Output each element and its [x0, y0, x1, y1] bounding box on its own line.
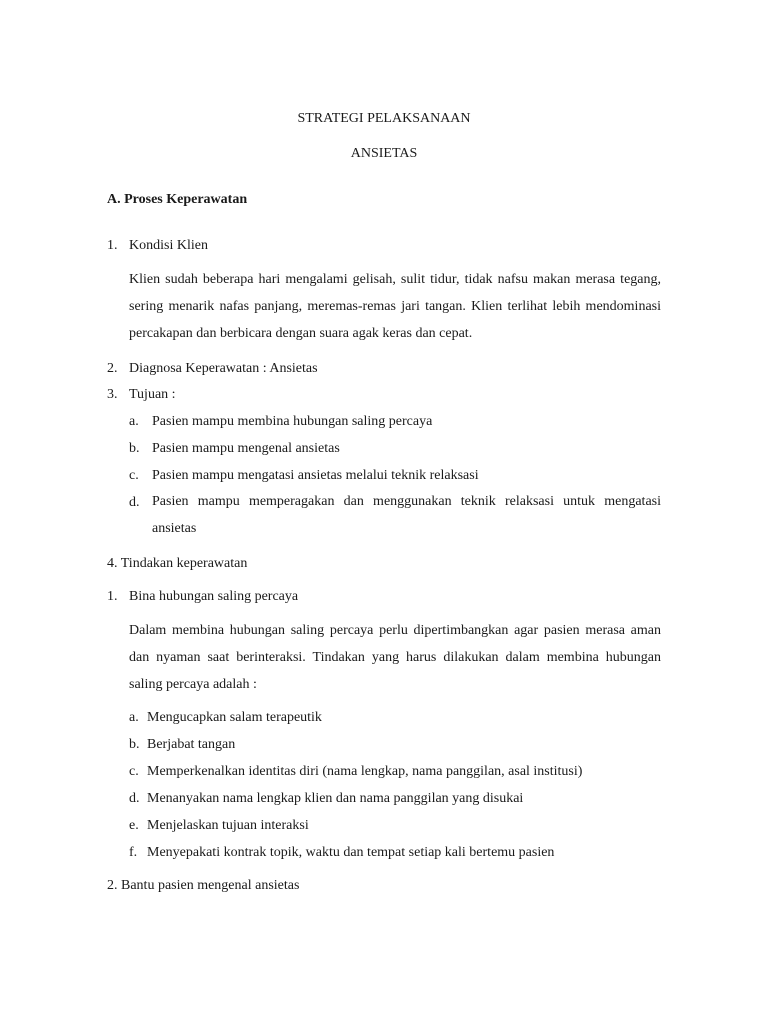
list-item-letter: d. [129, 791, 140, 806]
list-item-letter: c. [129, 468, 139, 483]
list-item: Pasien mampu membina hubungan saling percaya [152, 414, 433, 429]
list-item-letter: a. [129, 710, 139, 725]
document-subtitle: ANSIETAS [350, 146, 418, 161]
document-title: STRATEGI PELAKSANAAN [297, 111, 471, 126]
condition-paragraph: Klien sudah beberapa hari mengalami gelisah, sulit tidur, tidak nafsu makan merasa tegang, sering menarik nafas panjang, meremas-remas jari tangan. Klien terlihat lebih mendominasi percakapan dan berbicara dengan suara agak keras dan cepat. [129, 272, 661, 341]
list-item: Pasien mampu memperagakan dan menggunakan teknik relaksasi untuk mengatasi ansietas [152, 494, 661, 536]
item-label: Diagnosa Keperawatan : Ansietas [129, 361, 318, 376]
item-number: 2. [107, 361, 118, 376]
list-item: Pasien mampu mengenal ansietas [152, 441, 340, 456]
section-4-heading: 4. Tindakan keperawatan [107, 556, 248, 571]
action-2-heading: 2. Bantu pasien mengenal ansietas [107, 878, 300, 893]
list-item: Menanyakan nama lengkap klien dan nama panggilan yang disukai [147, 791, 524, 806]
list-item-letter: c. [129, 764, 139, 779]
list-item-letter: d. [129, 495, 140, 510]
list-item: Menjelaskan tujuan interaksi [147, 818, 309, 833]
item-number: 1. [107, 238, 118, 253]
list-item: Memperkenalkan identitas diri (nama lengkap, nama panggilan, asal institusi) [147, 764, 583, 779]
list-item-letter: f. [129, 845, 138, 860]
item-label: Bina hubungan saling percaya [129, 589, 299, 604]
list-item: Berjabat tangan [147, 737, 236, 752]
list-item: Menyepakati kontrak topik, waktu dan tempat setiap kali bertemu pasien [147, 845, 555, 860]
list-item-letter: b. [129, 441, 140, 456]
item-number: 3. [107, 387, 118, 402]
list-item-letter: e. [129, 818, 139, 833]
list-item-letter: b. [129, 737, 140, 752]
rapport-paragraph: Dalam membina hubungan saling percaya perlu dipertimbangkan agar pasien merasa aman dan nyaman saat berinteraksi. Tindakan yang harus dilakukan dalam membina hubungan saling percaya adalah : [129, 623, 661, 692]
list-item: Pasien mampu mengatasi ansietas melalui teknik relaksasi [152, 468, 479, 483]
section-a-heading: A. Proses Keperawatan [107, 192, 248, 207]
list-item-letter: a. [129, 414, 139, 429]
item-label: Kondisi Klien [129, 238, 208, 253]
item-number: 1. [107, 589, 118, 604]
item-label: Tujuan : [129, 387, 176, 402]
list-item: Mengucapkan salam terapeutik [147, 710, 322, 725]
